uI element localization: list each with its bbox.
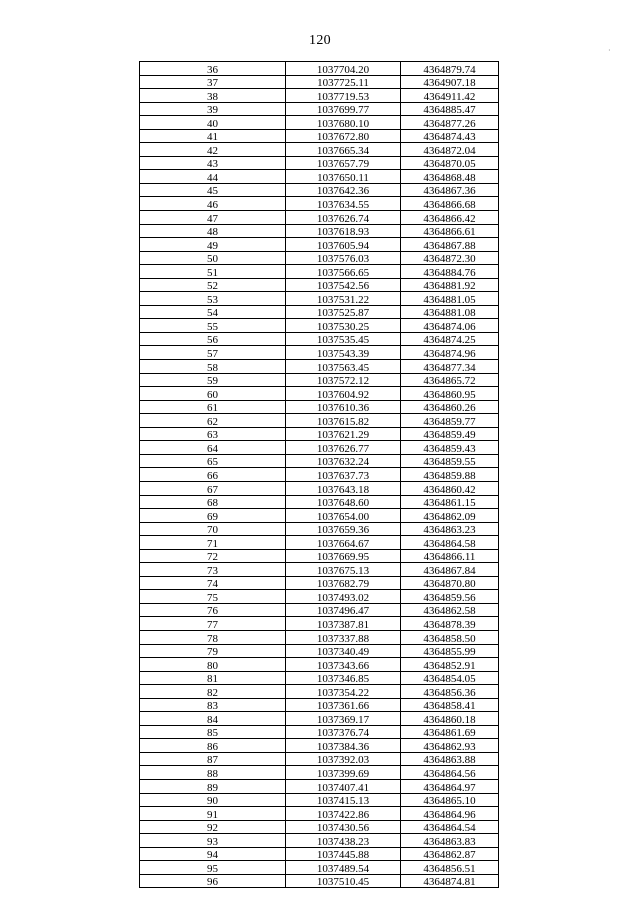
y-coordinate-cell: 4364862.87 <box>401 847 499 861</box>
x-coordinate-cell: 1037337.88 <box>286 630 401 644</box>
page-number: 120 <box>309 33 331 48</box>
table-row <box>140 373 499 387</box>
point-number-cell: 50 <box>140 251 286 265</box>
point-number-cell: 42 <box>140 143 286 157</box>
point-number-cell: 82 <box>140 685 286 699</box>
y-coordinate-cell: 4364874.96 <box>401 346 499 360</box>
y-coordinate-cell: 4364864.58 <box>401 536 499 550</box>
x-coordinate-cell: 1037704.20 <box>286 62 401 76</box>
x-coordinate-cell: 1037572.12 <box>286 373 401 387</box>
point-number-cell: 84 <box>140 712 286 726</box>
table-row <box>140 414 499 428</box>
y-coordinate-cell: 4364858.50 <box>401 630 499 644</box>
x-coordinate-cell: 1037632.24 <box>286 454 401 468</box>
y-coordinate-cell: 4364881.92 <box>401 278 499 292</box>
y-coordinate-cell: 4364859.49 <box>401 427 499 441</box>
x-coordinate-cell: 1037422.86 <box>286 807 401 821</box>
table-row <box>140 75 499 89</box>
table-row <box>140 522 499 536</box>
table-row <box>140 360 499 374</box>
table-row <box>140 197 499 211</box>
x-coordinate-cell: 1037615.82 <box>286 414 401 428</box>
table-row <box>140 387 499 401</box>
x-coordinate-cell: 1037664.67 <box>286 536 401 550</box>
table-row <box>140 807 499 821</box>
x-coordinate-cell: 1037340.49 <box>286 644 401 658</box>
x-coordinate-cell: 1037605.94 <box>286 238 401 252</box>
table-row <box>140 766 499 780</box>
table-row <box>140 847 499 861</box>
point-number-cell: 65 <box>140 454 286 468</box>
y-coordinate-cell: 4364884.76 <box>401 265 499 279</box>
x-coordinate-cell: 1037621.29 <box>286 427 401 441</box>
point-number-cell: 70 <box>140 522 286 536</box>
y-coordinate-cell: 4364860.26 <box>401 400 499 414</box>
x-coordinate-cell: 1037361.66 <box>286 698 401 712</box>
table-row <box>140 278 499 292</box>
y-coordinate-cell: 4364859.55 <box>401 454 499 468</box>
table-row <box>140 468 499 482</box>
x-coordinate-cell: 1037415.13 <box>286 793 401 807</box>
point-number-cell: 91 <box>140 807 286 821</box>
x-coordinate-cell: 1037496.47 <box>286 603 401 617</box>
y-coordinate-cell: 4364866.11 <box>401 549 499 563</box>
x-coordinate-cell: 1037369.17 <box>286 712 401 726</box>
point-number-cell: 48 <box>140 224 286 238</box>
x-coordinate-cell: 1037346.85 <box>286 671 401 685</box>
y-coordinate-cell: 4364872.04 <box>401 143 499 157</box>
x-coordinate-cell: 1037626.74 <box>286 211 401 225</box>
table-row <box>140 441 499 455</box>
y-coordinate-cell: 4364911.42 <box>401 89 499 103</box>
y-coordinate-cell: 4364859.77 <box>401 414 499 428</box>
y-coordinate-cell: 4364861.15 <box>401 495 499 509</box>
y-coordinate-cell: 4364862.09 <box>401 509 499 523</box>
table-row <box>140 156 499 170</box>
table-row <box>140 874 499 888</box>
table-row <box>140 509 499 523</box>
point-number-cell: 36 <box>140 62 286 76</box>
x-coordinate-cell: 1037643.18 <box>286 481 401 495</box>
y-coordinate-cell: 4364866.61 <box>401 224 499 238</box>
table-row <box>140 129 499 143</box>
point-number-cell: 64 <box>140 441 286 455</box>
y-coordinate-cell: 4364861.69 <box>401 725 499 739</box>
table-row <box>140 265 499 279</box>
table-row <box>140 752 499 766</box>
point-number-cell: 95 <box>140 861 286 875</box>
y-coordinate-cell: 4364865.10 <box>401 793 499 807</box>
table-row <box>140 725 499 739</box>
x-coordinate-cell: 1037392.03 <box>286 752 401 766</box>
x-coordinate-cell: 1037699.77 <box>286 102 401 116</box>
table-row <box>140 305 499 319</box>
point-number-cell: 74 <box>140 576 286 590</box>
y-coordinate-cell: 4364865.72 <box>401 373 499 387</box>
table-row <box>140 346 499 360</box>
table-row <box>140 712 499 726</box>
table-row <box>140 224 499 238</box>
y-coordinate-cell: 4364881.05 <box>401 292 499 306</box>
point-number-cell: 68 <box>140 495 286 509</box>
table-row <box>140 183 499 197</box>
table-row <box>140 536 499 550</box>
x-coordinate-cell: 1037566.65 <box>286 265 401 279</box>
y-coordinate-cell: 4364858.41 <box>401 698 499 712</box>
x-coordinate-cell: 1037438.23 <box>286 834 401 848</box>
y-coordinate-cell: 4364870.80 <box>401 576 499 590</box>
table-row <box>140 603 499 617</box>
table-row <box>140 143 499 157</box>
y-coordinate-cell: 4364859.56 <box>401 590 499 604</box>
point-number-cell: 46 <box>140 197 286 211</box>
x-coordinate-cell: 1037376.74 <box>286 725 401 739</box>
table-row <box>140 739 499 753</box>
table-row <box>140 400 499 414</box>
table-row <box>140 170 499 184</box>
y-coordinate-cell: 4364867.84 <box>401 563 499 577</box>
point-number-cell: 77 <box>140 617 286 631</box>
x-coordinate-cell: 1037525.87 <box>286 305 401 319</box>
y-coordinate-cell: 4364859.43 <box>401 441 499 455</box>
y-coordinate-cell: 4364863.88 <box>401 752 499 766</box>
point-number-cell: 78 <box>140 630 286 644</box>
table-row <box>140 793 499 807</box>
point-number-cell: 39 <box>140 102 286 116</box>
x-coordinate-cell: 1037604.92 <box>286 387 401 401</box>
point-number-cell: 58 <box>140 360 286 374</box>
point-number-cell: 67 <box>140 481 286 495</box>
point-number-cell: 81 <box>140 671 286 685</box>
y-coordinate-cell: 4364863.23 <box>401 522 499 536</box>
point-number-cell: 41 <box>140 129 286 143</box>
x-coordinate-cell: 1037343.66 <box>286 658 401 672</box>
point-number-cell: 52 <box>140 278 286 292</box>
y-coordinate-cell: 4364856.36 <box>401 685 499 699</box>
y-coordinate-cell: 4364864.97 <box>401 779 499 793</box>
x-coordinate-cell: 1037407.41 <box>286 779 401 793</box>
point-number-cell: 71 <box>140 536 286 550</box>
x-coordinate-cell: 1037665.34 <box>286 143 401 157</box>
y-coordinate-cell: 4364866.68 <box>401 197 499 211</box>
point-number-cell: 90 <box>140 793 286 807</box>
point-number-cell: 49 <box>140 238 286 252</box>
y-coordinate-cell: 4364854.05 <box>401 671 499 685</box>
table-row <box>140 861 499 875</box>
point-number-cell: 85 <box>140 725 286 739</box>
point-number-cell: 73 <box>140 563 286 577</box>
table-row <box>140 238 499 252</box>
y-coordinate-cell: 4364860.18 <box>401 712 499 726</box>
x-coordinate-cell: 1037354.22 <box>286 685 401 699</box>
y-coordinate-cell: 4364852.91 <box>401 658 499 672</box>
point-number-cell: 88 <box>140 766 286 780</box>
coordinates-table-body <box>140 62 499 888</box>
y-coordinate-cell: 4364867.88 <box>401 238 499 252</box>
x-coordinate-cell: 1037493.02 <box>286 590 401 604</box>
point-number-cell: 75 <box>140 590 286 604</box>
point-number-cell: 87 <box>140 752 286 766</box>
table-row <box>140 590 499 604</box>
x-coordinate-cell: 1037634.55 <box>286 197 401 211</box>
table-row <box>140 671 499 685</box>
y-coordinate-cell: 4364864.56 <box>401 766 499 780</box>
point-number-cell: 72 <box>140 549 286 563</box>
y-coordinate-cell: 4364881.08 <box>401 305 499 319</box>
y-coordinate-cell: 4364856.51 <box>401 861 499 875</box>
y-coordinate-cell: 4364879.74 <box>401 62 499 76</box>
point-number-cell: 59 <box>140 373 286 387</box>
table-row <box>140 332 499 346</box>
point-number-cell: 93 <box>140 834 286 848</box>
table-row <box>140 481 499 495</box>
x-coordinate-cell: 1037430.56 <box>286 820 401 834</box>
x-coordinate-cell: 1037384.36 <box>286 739 401 753</box>
point-number-cell: 62 <box>140 414 286 428</box>
x-coordinate-cell: 1037637.73 <box>286 468 401 482</box>
y-coordinate-cell: 4364859.88 <box>401 468 499 482</box>
table-row <box>140 292 499 306</box>
scan-mark: · <box>608 46 611 55</box>
y-coordinate-cell: 4364855.99 <box>401 644 499 658</box>
x-coordinate-cell: 1037680.10 <box>286 116 401 130</box>
x-coordinate-cell: 1037719.53 <box>286 89 401 103</box>
y-coordinate-cell: 4364863.83 <box>401 834 499 848</box>
y-coordinate-cell: 4364860.42 <box>401 481 499 495</box>
x-coordinate-cell: 1037618.93 <box>286 224 401 238</box>
y-coordinate-cell: 4364874.43 <box>401 129 499 143</box>
x-coordinate-cell: 1037672.80 <box>286 129 401 143</box>
x-coordinate-cell: 1037530.25 <box>286 319 401 333</box>
y-coordinate-cell: 4364874.81 <box>401 874 499 888</box>
coordinates-table <box>139 61 499 888</box>
table-row <box>140 102 499 116</box>
table-row <box>140 617 499 631</box>
x-coordinate-cell: 1037657.79 <box>286 156 401 170</box>
point-number-cell: 96 <box>140 874 286 888</box>
y-coordinate-cell: 4364870.05 <box>401 156 499 170</box>
x-coordinate-cell: 1037654.00 <box>286 509 401 523</box>
point-number-cell: 63 <box>140 427 286 441</box>
x-coordinate-cell: 1037610.36 <box>286 400 401 414</box>
y-coordinate-cell: 4364868.48 <box>401 170 499 184</box>
y-coordinate-cell: 4364877.26 <box>401 116 499 130</box>
point-number-cell: 69 <box>140 509 286 523</box>
y-coordinate-cell: 4364878.39 <box>401 617 499 631</box>
x-coordinate-cell: 1037682.79 <box>286 576 401 590</box>
point-number-cell: 76 <box>140 603 286 617</box>
x-coordinate-cell: 1037675.13 <box>286 563 401 577</box>
y-coordinate-cell: 4364860.95 <box>401 387 499 401</box>
point-number-cell: 38 <box>140 89 286 103</box>
table-row <box>140 62 499 76</box>
x-coordinate-cell: 1037648.60 <box>286 495 401 509</box>
y-coordinate-cell: 4364874.25 <box>401 332 499 346</box>
y-coordinate-cell: 4364862.93 <box>401 739 499 753</box>
x-coordinate-cell: 1037542.56 <box>286 278 401 292</box>
y-coordinate-cell: 4364867.36 <box>401 183 499 197</box>
point-number-cell: 92 <box>140 820 286 834</box>
table-row <box>140 89 499 103</box>
point-number-cell: 54 <box>140 305 286 319</box>
x-coordinate-cell: 1037669.95 <box>286 549 401 563</box>
x-coordinate-cell: 1037489.54 <box>286 861 401 875</box>
table-row <box>140 685 499 699</box>
point-number-cell: 45 <box>140 183 286 197</box>
point-number-cell: 57 <box>140 346 286 360</box>
table-row <box>140 644 499 658</box>
y-coordinate-cell: 4364862.58 <box>401 603 499 617</box>
y-coordinate-cell: 4364864.54 <box>401 820 499 834</box>
x-coordinate-cell: 1037725.11 <box>286 75 401 89</box>
y-coordinate-cell: 4364874.06 <box>401 319 499 333</box>
table-row <box>140 576 499 590</box>
point-number-cell: 51 <box>140 265 286 279</box>
point-number-cell: 53 <box>140 292 286 306</box>
table-row <box>140 495 499 509</box>
table-row <box>140 820 499 834</box>
table-row <box>140 658 499 672</box>
y-coordinate-cell: 4364864.96 <box>401 807 499 821</box>
table-row <box>140 630 499 644</box>
point-number-cell: 44 <box>140 170 286 184</box>
point-number-cell: 80 <box>140 658 286 672</box>
table-row <box>140 116 499 130</box>
point-number-cell: 86 <box>140 739 286 753</box>
x-coordinate-cell: 1037650.11 <box>286 170 401 184</box>
x-coordinate-cell: 1037399.69 <box>286 766 401 780</box>
x-coordinate-cell: 1037543.39 <box>286 346 401 360</box>
point-number-cell: 94 <box>140 847 286 861</box>
point-number-cell: 83 <box>140 698 286 712</box>
y-coordinate-cell: 4364872.30 <box>401 251 499 265</box>
point-number-cell: 89 <box>140 779 286 793</box>
point-number-cell: 43 <box>140 156 286 170</box>
point-number-cell: 56 <box>140 332 286 346</box>
x-coordinate-cell: 1037510.45 <box>286 874 401 888</box>
table-row <box>140 319 499 333</box>
point-number-cell: 37 <box>140 75 286 89</box>
point-number-cell: 66 <box>140 468 286 482</box>
table-row <box>140 251 499 265</box>
y-coordinate-cell: 4364877.34 <box>401 360 499 374</box>
x-coordinate-cell: 1037445.88 <box>286 847 401 861</box>
y-coordinate-cell: 4364866.42 <box>401 211 499 225</box>
x-coordinate-cell: 1037535.45 <box>286 332 401 346</box>
table-row <box>140 549 499 563</box>
x-coordinate-cell: 1037387.81 <box>286 617 401 631</box>
table-row <box>140 834 499 848</box>
point-number-cell: 79 <box>140 644 286 658</box>
y-coordinate-cell: 4364907.18 <box>401 75 499 89</box>
table-row <box>140 779 499 793</box>
x-coordinate-cell: 1037659.36 <box>286 522 401 536</box>
point-number-cell: 61 <box>140 400 286 414</box>
point-number-cell: 60 <box>140 387 286 401</box>
x-coordinate-cell: 1037563.45 <box>286 360 401 374</box>
table-row <box>140 563 499 577</box>
point-number-cell: 40 <box>140 116 286 130</box>
x-coordinate-cell: 1037626.77 <box>286 441 401 455</box>
x-coordinate-cell: 1037576.03 <box>286 251 401 265</box>
y-coordinate-cell: 4364885.47 <box>401 102 499 116</box>
point-number-cell: 55 <box>140 319 286 333</box>
table-row <box>140 211 499 225</box>
point-number-cell: 47 <box>140 211 286 225</box>
x-coordinate-cell: 1037642.36 <box>286 183 401 197</box>
x-coordinate-cell: 1037531.22 <box>286 292 401 306</box>
table-row <box>140 427 499 441</box>
table-row <box>140 454 499 468</box>
table-row <box>140 698 499 712</box>
